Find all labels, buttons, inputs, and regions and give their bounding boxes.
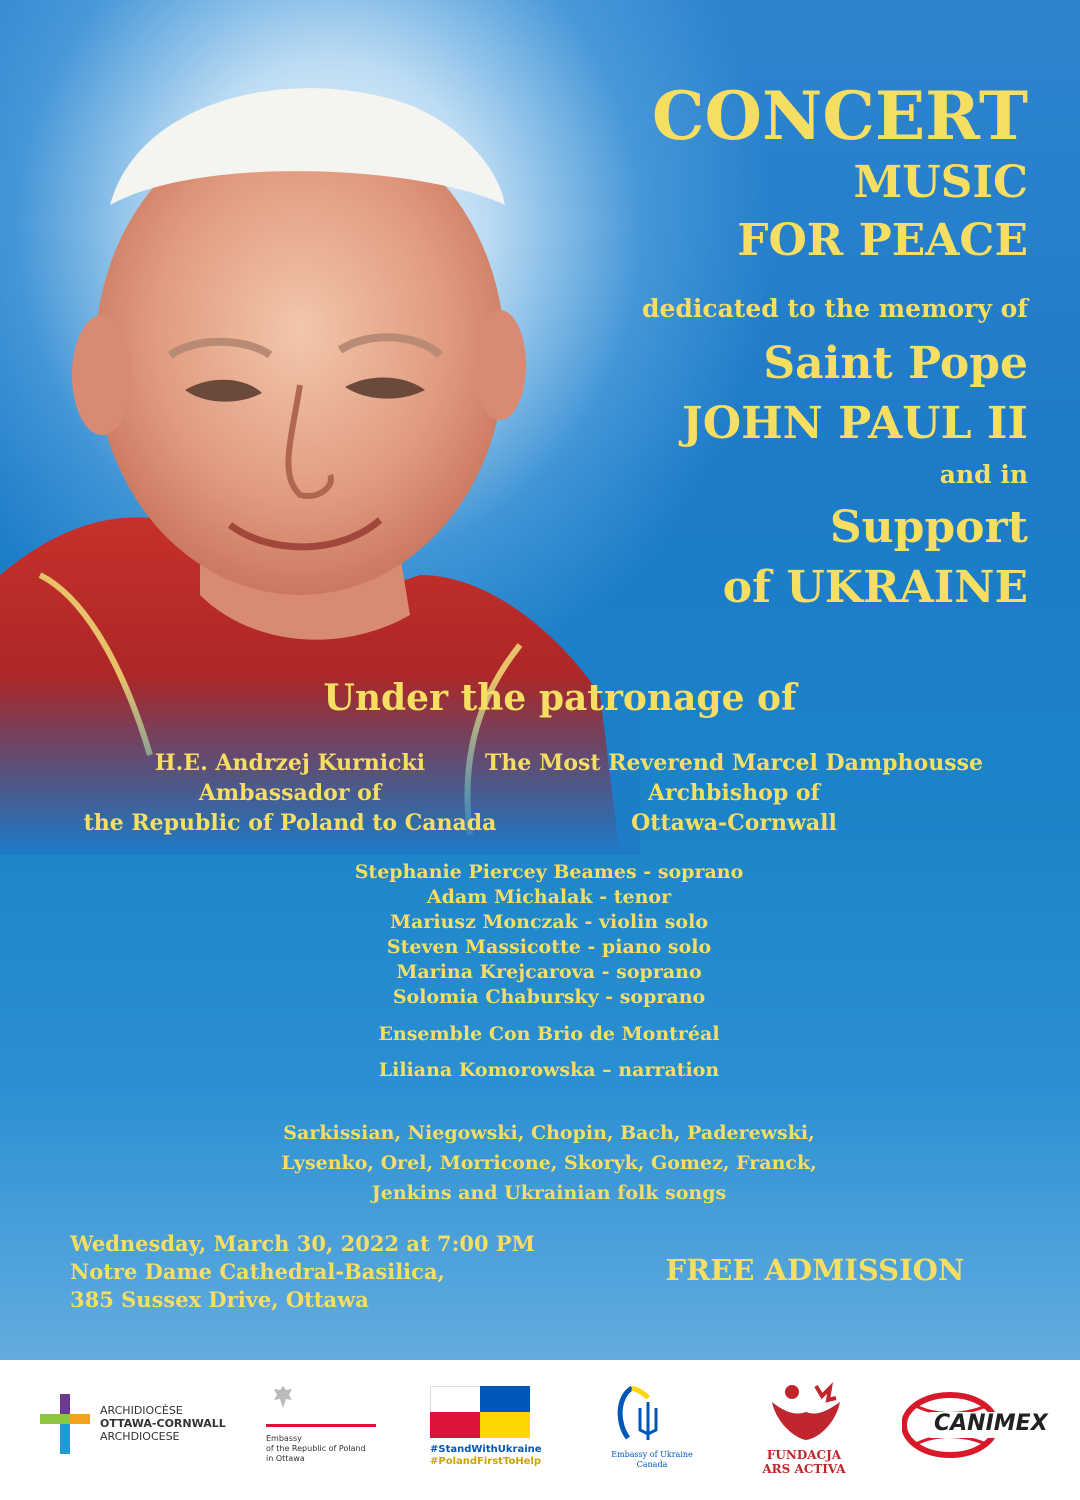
patron-right-name: The Most Reverend Marcel Damphousse [485, 750, 983, 776]
narration: Liliana Komorowska – narration [378, 1059, 720, 1081]
canimex-logo [902, 1360, 1050, 1500]
title-music: MUSIC [853, 157, 1028, 208]
free-admission: FREE ADMISSION [665, 1253, 965, 1287]
composers-line: Sarkissian, Niegowski, Chopin, Bach, Paderewski, [283, 1122, 815, 1144]
red-bird-emblem-icon [766, 1382, 844, 1444]
title-of-ukraine: of UKRAINE [722, 562, 1028, 613]
ukraine-flag-blue [480, 1386, 530, 1412]
event-address: 385 Sussex Drive, Ottawa [70, 1287, 369, 1312]
composers-line: Jenkins and Ukrainian folk songs [371, 1182, 727, 1204]
title-and-in: and in [939, 460, 1028, 489]
title-concert: CONCERT [652, 77, 1028, 155]
archdiocese-line-1: ARCHIDIOCÈSE [100, 1404, 183, 1417]
event-venue: Notre Dame Cathedral-Basilica, [70, 1259, 445, 1284]
event-details [70, 1230, 590, 1314]
embassy-ukraine-line-1: Embassy of Ukraine [611, 1450, 693, 1459]
archdiocese-line-2: OTTAWA-CORNWALL [100, 1417, 226, 1430]
white-eagle-icon [272, 1384, 294, 1410]
patron-left-name: H.E. Andrzej Kurnicki [154, 750, 426, 776]
event-date: Wednesday, March 30, 2022 at 7:00 PM [70, 1231, 535, 1256]
title-dedicated: dedicated to the memory of [642, 294, 1028, 323]
archdiocese-line-3: ARCHDIOCESE [100, 1430, 180, 1443]
ukraine-trident-icon [610, 1384, 670, 1442]
embassy-poland-line-2: of the Republic of Poland [266, 1444, 366, 1453]
archdiocese-logo [38, 1360, 228, 1500]
archdiocese-cross-icon [38, 1392, 94, 1458]
patron-ambassador [70, 748, 510, 838]
hashtag-stand-with-ukraine: #StandWithUkraine [430, 1444, 542, 1455]
canimex-wordmark: CANIMEX [934, 1411, 1048, 1436]
patron-archbishop [480, 748, 988, 838]
patron-left-org: the Republic of Poland to Canada [83, 810, 497, 836]
patron-right-role: Archbishop of [647, 780, 821, 806]
performers-list [0, 860, 1080, 1010]
performer-item: Marina Krejcarova - soprano [396, 961, 702, 983]
poland-flag-white [430, 1386, 482, 1414]
composers-list [0, 1118, 1080, 1208]
title-john-paul: JOHN PAUL II [681, 398, 1028, 449]
performer-item: Stephanie Piercey Beames - soprano [354, 861, 744, 883]
embassy-poland-line-1: Embassy [266, 1434, 302, 1443]
embassy-ukraine-line-2: Canada [636, 1460, 668, 1469]
patronage-heading: Under the patronage of [323, 677, 797, 719]
poland-flag-red [430, 1412, 480, 1438]
patron-left-role: Ambassador of [198, 780, 382, 806]
title-for-peace: FOR PEACE [737, 215, 1028, 266]
sponsor-logo-strip [0, 1360, 1080, 1500]
hashtag-poland-first-to-help: #PolandFirstToHelp [430, 1456, 542, 1467]
face [95, 115, 505, 595]
fundacja-line-1: FUNDACJA [766, 1448, 842, 1462]
performer-item: Solomia Chabursky - soprano [392, 986, 706, 1008]
embassy-ukraine-logo [602, 1360, 702, 1500]
embassy-poland-logo [264, 1360, 384, 1500]
fundacja-line-2: ARS ACTIVA [762, 1462, 846, 1476]
performer-item: Adam Michalak - tenor [426, 886, 672, 908]
patron-right-org: Ottawa-Cornwall [631, 810, 837, 836]
pope-portrait-illustration [0, 55, 640, 855]
composers-line: Lysenko, Orel, Morricone, Skoryk, Gomez, Franck, [281, 1152, 817, 1174]
ukraine-flag-yellow [480, 1412, 530, 1438]
performer-item: Mariusz Monczak - violin solo [389, 911, 708, 933]
title-saint-pope: Saint Pope [763, 338, 1028, 389]
embassy-poland-line-3: in Ottawa [266, 1454, 305, 1463]
stand-with-ukraine-logo [428, 1360, 542, 1500]
fundacja-ars-activa-logo [756, 1360, 852, 1500]
title-support: Support [829, 502, 1028, 553]
ensemble: Ensemble Con Brio de Montréal [378, 1023, 720, 1045]
performer-item: Steven Massicotte - piano solo [386, 936, 712, 958]
